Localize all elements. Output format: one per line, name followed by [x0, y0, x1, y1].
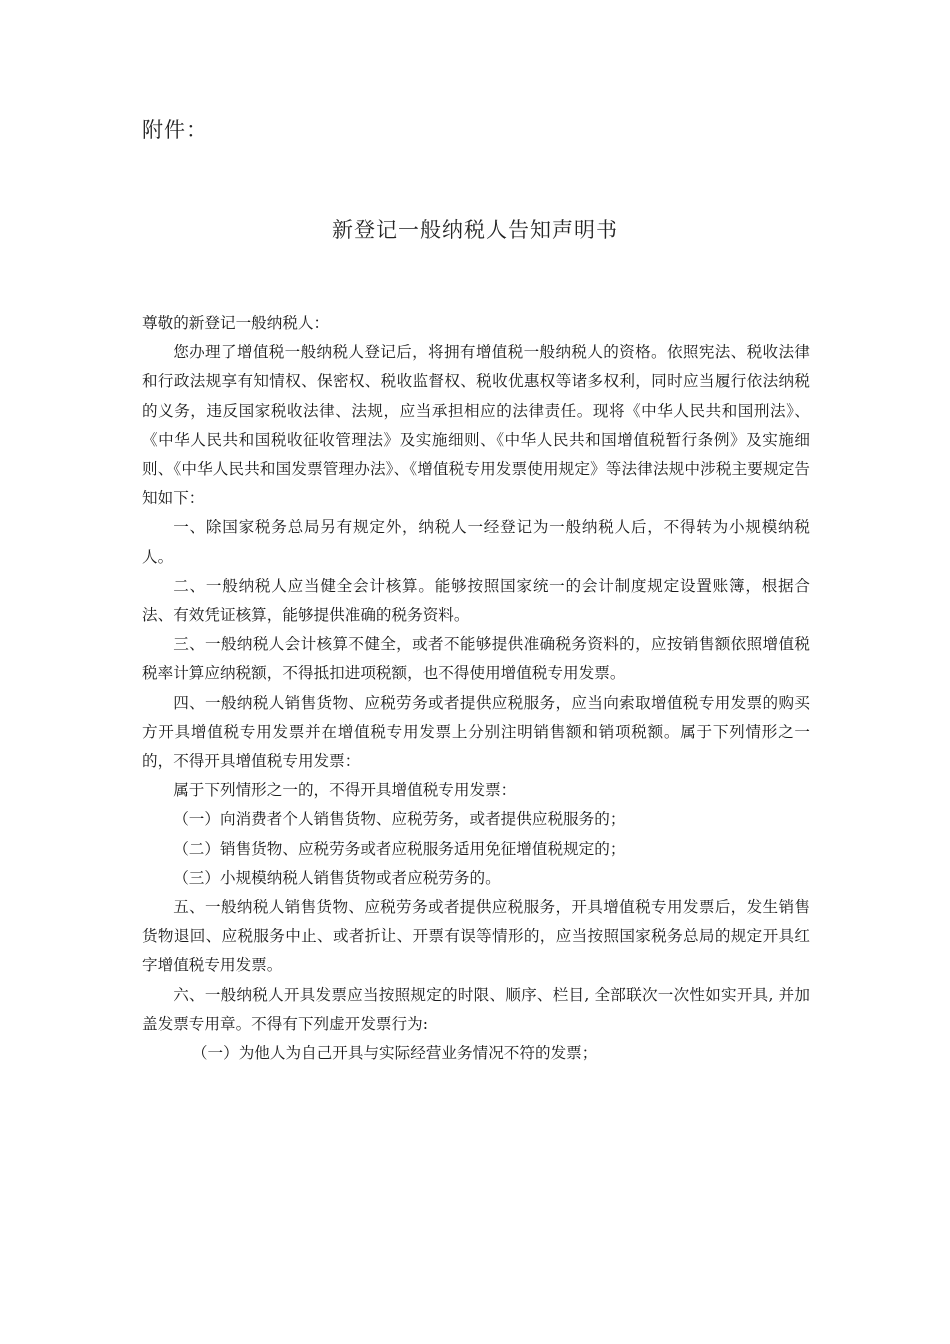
clause-6: 六、一般纳税人开具发票应当按照规定的时限、顺序、栏目, 全部联次一次性如实开具, 并加盖发票专用章。不得有下列虚开发票行为:	[142, 985, 810, 1033]
greeting: 尊敬的新登记一般纳税人：	[142, 314, 330, 332]
clause-5: 五、一般纳税人销售货物、应税劳务或者提供应税服务，开具增值税专用发票后，发生销售货物退回、应税服务中止、或者折让、开票有误等情形的，应当按照国家税务总局的规定开具红字增值税专用发票。	[142, 898, 810, 975]
clause-4-subitem-2: （二）销售货物、应税劳务或者应税服务适用免征增值税规定的；	[173, 839, 626, 858]
document-body	[142, 309, 810, 1068]
clause-4-repeat: 属于下列情形之一的，不得开具增值税专用发票：	[173, 781, 517, 800]
intro-paragraph: 您办理了增值税一般纳税人登记后，将拥有增值税一般纳税人的资格。依照宪法、税收法律和行政法规享有知情权、保密权、税收监督权、税收优惠权等诸多权利，同时应当履行依法纳税的义务，违反国家税收法律、法规，应当承担相应的法律责任。现将《中华人民共和国刑法》、《中华人民共和国税收征收管理法》及实施细则、《中华人民共和国增值税暂行条例》及实施细则、《中华人民共和国发票管理办法》、《增值税专用发票使用规定》等法律法规中涉税主要规定告知如下：	[142, 343, 810, 508]
clause-6-subitem-1: （一）为他人为自己开具与实际经营业务情况不符的发票；	[191, 1044, 598, 1063]
clause-2: 二、一般纳税人应当健全会计核算。能够按照国家统一的会计制度规定设置账簿，根据合法、有效凭证核算，能够提供准确的税务资料。	[142, 576, 810, 625]
clause-4-subitem-3: （三）小规模纳税人销售货物或者应税劳务的。	[173, 868, 501, 887]
clause-4-subitem-1: （一）向消费者个人销售货物、应税劳务，或者提供应税服务的；	[173, 810, 626, 829]
attachment-label: 附件：	[142, 118, 208, 142]
document-title: 新登记一般纳税人告知声明书	[332, 218, 618, 242]
clause-3: 三、一般纳税人会计核算不健全，或者不能够提供准确税务资料的，应按销售额依照增值税税率计算应纳税额，不得抵扣进项税额，也不得使用增值税专用发票。	[142, 635, 810, 683]
clause-1: 一、除国家税务总局另有规定外，纳税人一经登记为一般纳税人后，不得转为小规模纳税人。	[142, 518, 810, 566]
clause-4: 四、一般纳税人销售货物、应税劳务或者提供应税服务，应当向索取增值税专用发票的购买方开具增值税专用发票并在增值税专用发票上分别注明销售额和销项税额。属于下列情形之一的，不得开具增值税专用发票：	[142, 693, 810, 771]
